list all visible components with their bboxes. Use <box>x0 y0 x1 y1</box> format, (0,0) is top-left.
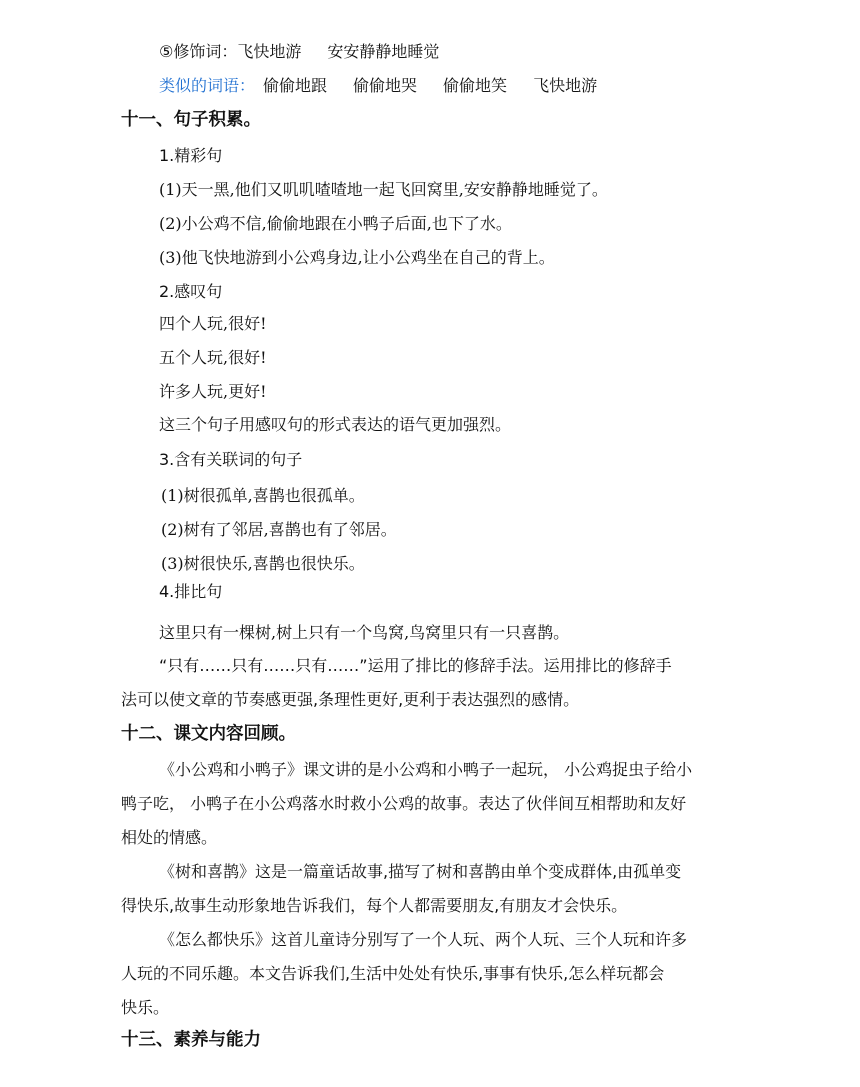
review-3-line1: 《怎么都快乐》这首儿童诗分别写了一个人玩、两个人玩、三个人玩和许多 <box>159 930 688 949</box>
conj-3: (3)树很快乐,喜鹊也很快乐。 <box>161 554 365 573</box>
subheading-3: 3.含有关联词的句子 <box>159 450 303 469</box>
exclaim-3: 许多人玩,更好! <box>159 382 267 401</box>
review-3-line3: 快乐。 <box>121 998 170 1017</box>
subheading-4: 4.排比句 <box>159 582 223 601</box>
modifier-text-2: 安安静静地睡觉 <box>327 42 440 61</box>
conj-2: (2)树有了邻居,喜鹊也有了邻居。 <box>161 520 397 539</box>
modifier-line <box>159 42 439 62</box>
exclaim-2: 五个人玩,很好! <box>159 348 267 367</box>
review-1-line1: 《小公鸡和小鸭子》课文讲的是小公鸡和小鸭子一起玩， 小公鸡捉虫子给小 <box>159 760 693 779</box>
subheading-1: 1.精彩句 <box>159 146 223 165</box>
parallel-note-line2: 法可以使文章的节奏感更强,条理性更好,更利于表达强烈的感情。 <box>121 690 580 709</box>
review-2-line2: 得快乐,故事生动形象地告诉我们，每个人都需要朋友,有朋友才会快乐。 <box>121 896 628 915</box>
review-3-line2: 人玩的不同乐趣。本文告诉我们,生活中处处有快乐,事事有快乐,怎么样玩都会 <box>121 964 665 983</box>
section13-heading: 十三、素养与能力 <box>121 1030 261 1050</box>
parallel-note-line1: “只有……只有……只有……”运用了排比的修辞手法。运用排比的修辞手 <box>159 656 672 675</box>
similar-word-2: 偷偷地哭 <box>353 76 418 95</box>
exclaim-1: 四个人玩,很好! <box>159 314 267 333</box>
section11-heading: 十一、句子积累。 <box>121 110 261 130</box>
sentence-1: (1)天一黑,他们又叽叽喳喳地一起飞回窝里,安安静静地睡觉了。 <box>159 180 608 199</box>
section12-heading: 十二、课文内容回顾。 <box>121 724 296 744</box>
similar-label: 类似的词语： <box>159 76 256 95</box>
exclaim-note: 这三个句子用感叹句的形式表达的语气更加强烈。 <box>159 415 512 434</box>
similar-words-line <box>159 76 597 96</box>
similar-word-4: 飞快地游 <box>533 76 598 95</box>
sentence-3: (3)他飞快地游到小公鸡身边,让小公鸡坐在自己的背上。 <box>159 248 555 267</box>
similar-word-1: 偷偷地跟 <box>263 76 328 95</box>
subheading-2: 2.感叹句 <box>159 282 223 301</box>
parallel-sentence: 这里只有一棵树,树上只有一个鸟窝,鸟窝里只有一只喜鹊。 <box>159 623 570 642</box>
modifier-text-1: ⑤修饰词：飞快地游 <box>159 42 302 61</box>
conj-1: (1)树很孤单,喜鹊也很孤单。 <box>161 486 365 505</box>
similar-word-3: 偷偷地笑 <box>443 76 508 95</box>
review-2-line1: 《树和喜鹊》这是一篇童话故事,描写了树和喜鹊由单个变成群体,由孤单变 <box>159 862 682 881</box>
review-1-line2: 鸭子吃， 小鸭子在小公鸡落水时救小公鸡的故事。表达了伙伴间互相帮助和友好 <box>121 794 687 813</box>
sentence-2: (2)小公鸡不信,偷偷地跟在小鸭子后面,也下了水。 <box>159 214 512 233</box>
review-1-line3: 相处的情感。 <box>121 828 218 847</box>
